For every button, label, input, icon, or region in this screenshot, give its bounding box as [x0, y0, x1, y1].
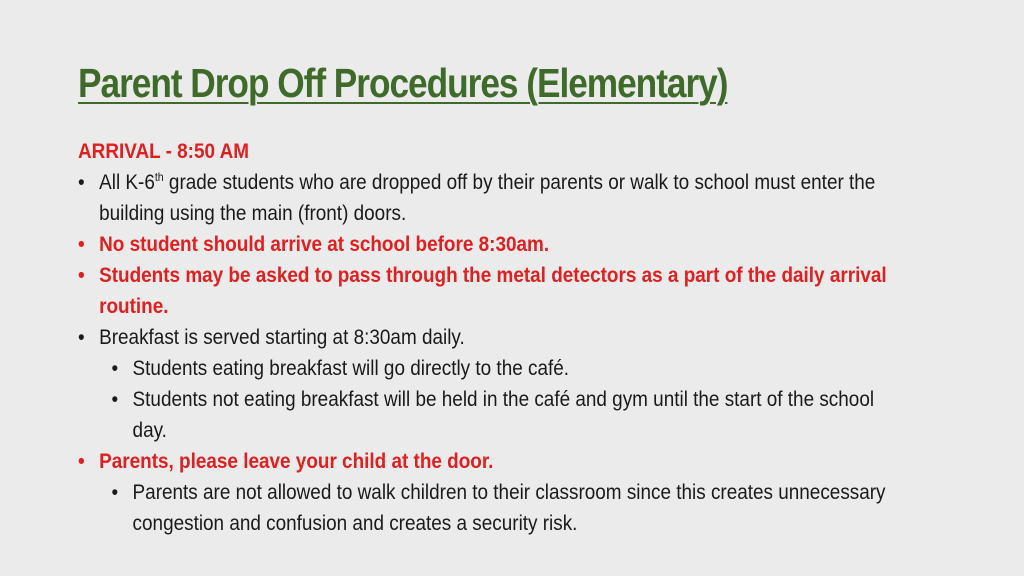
bullet-text-post: grade students who are dropped off by their parents or walk to school must enter the building using the main (front) doors.: [99, 170, 876, 225]
bullet-item-emphasis: [78, 446, 896, 477]
slide-content: [78, 136, 896, 539]
bullet-text: Students eating breakfast will go directly to the café.: [132, 356, 570, 380]
arrival-heading: ARRIVAL - 8:50 AM: [78, 139, 250, 163]
sub-bullet-item: [78, 353, 896, 384]
bullet-text: Students not eating breakfast will be held in the café and gym until the start of the school day.: [132, 387, 875, 442]
bullet-text: Students may be asked to pass through the metal detectors as a part of the daily arrival routine.: [99, 263, 887, 318]
bullet-item: [78, 167, 896, 229]
bullet-text-superscript: th: [154, 169, 164, 184]
bullet-marker: •: [78, 232, 85, 256]
bullet-marker: •: [78, 170, 85, 194]
bullet-marker: •: [111, 356, 119, 380]
sub-bullet-item: [78, 477, 896, 539]
bullet-item: [78, 322, 896, 353]
bullet-text-pre: All K-6: [99, 170, 155, 194]
bullet-text: Breakfast is served starting at 8:30am daily.: [99, 325, 465, 349]
bullet-marker: •: [78, 325, 85, 349]
bullet-text: Parents are not allowed to walk children to their classroom since this creates unnecessary congestion and confusion and creates a security risk.: [132, 480, 886, 535]
bullet-marker: •: [78, 263, 85, 287]
bullet-item-emphasis: [78, 229, 896, 260]
bullet-text: No student should arrive at school before 8:30am.: [99, 232, 550, 256]
sub-bullet-item: [78, 384, 896, 446]
slide-title: Parent Drop Off Procedures (Elementary): [78, 60, 728, 106]
bullet-item-emphasis: [78, 260, 896, 322]
bullet-text: Parents, please leave your child at the door.: [99, 449, 494, 473]
bullet-marker: •: [78, 449, 85, 473]
bullet-marker: •: [111, 387, 119, 411]
bullet-marker: •: [111, 480, 119, 504]
